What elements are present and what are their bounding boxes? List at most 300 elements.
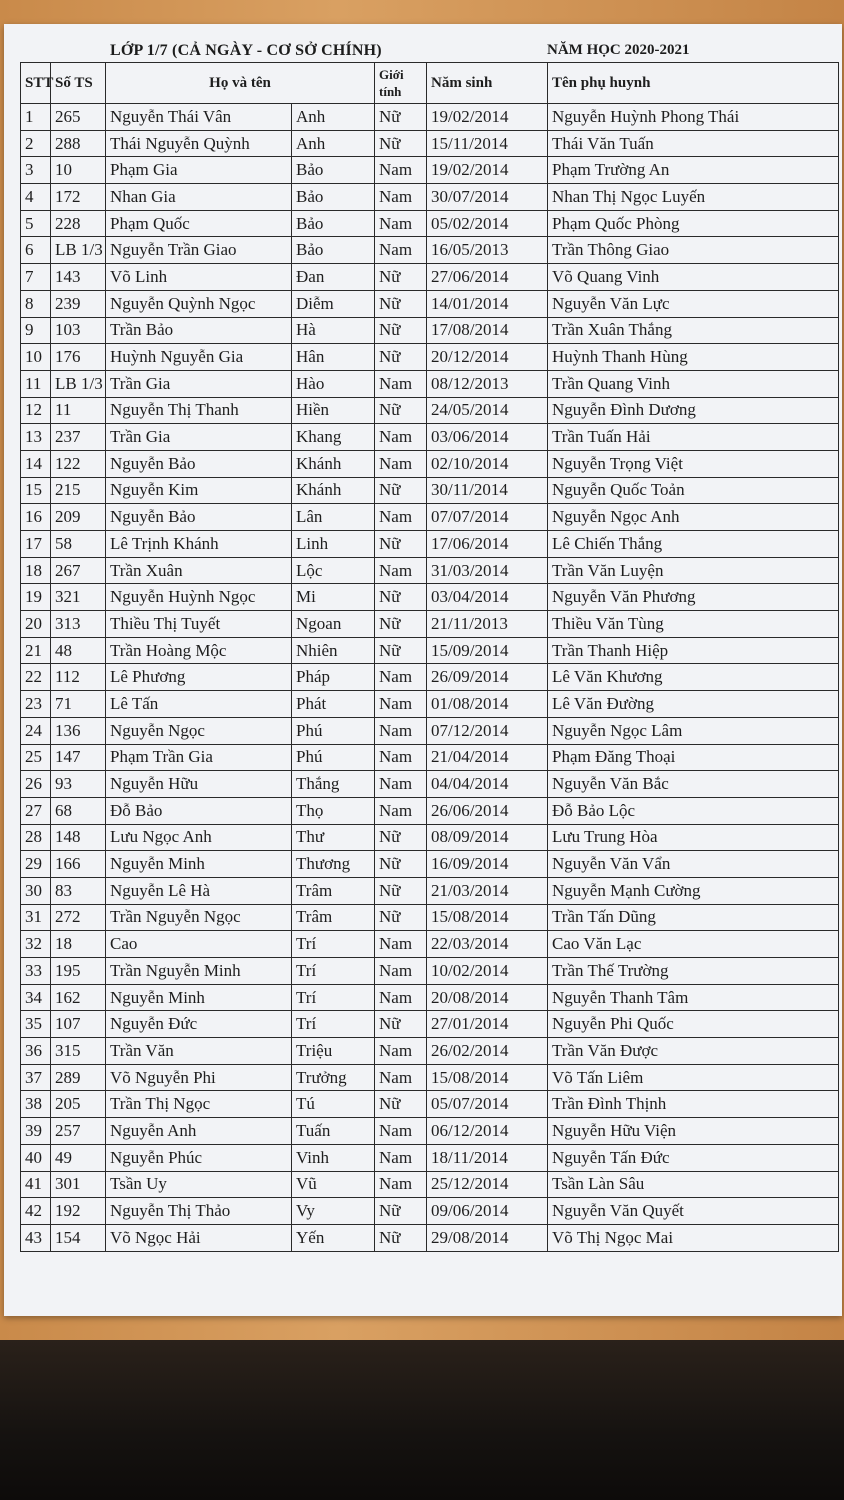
row-so-ts: 18 xyxy=(51,931,106,958)
row-stt: 39 xyxy=(21,1118,51,1145)
row-nam-sinh: 03/04/2014 xyxy=(427,584,548,611)
row-stt: 6 xyxy=(21,237,51,264)
table-row xyxy=(21,210,839,237)
row-nam-sinh: 29/08/2014 xyxy=(427,1224,548,1251)
row-ten: Bảo xyxy=(292,237,375,264)
row-so-ts: 93 xyxy=(51,771,106,798)
row-ten: Yến xyxy=(292,1224,375,1251)
row-so-ts: 10 xyxy=(51,157,106,184)
row-nam-sinh: 27/06/2014 xyxy=(427,264,548,291)
row-gioi-tinh: Nam xyxy=(375,370,427,397)
row-ten: Pháp xyxy=(292,664,375,691)
table-row xyxy=(21,477,839,504)
row-stt: 9 xyxy=(21,317,51,344)
table-row xyxy=(21,797,839,824)
row-stt: 41 xyxy=(21,1171,51,1198)
row-stt: 19 xyxy=(21,584,51,611)
row-so-ts: 103 xyxy=(51,317,106,344)
row-stt: 33 xyxy=(21,958,51,985)
table-row xyxy=(21,264,839,291)
row-gioi-tinh: Nam xyxy=(375,1144,427,1171)
row-ten: Trâm xyxy=(292,877,375,904)
row-ten-phu-huynh: Nguyễn Mạnh Cường xyxy=(548,877,839,904)
row-ten-phu-huynh: Nhan Thị Ngọc Luyến xyxy=(548,184,839,211)
row-ten-phu-huynh: Thiều Văn Tùng xyxy=(548,611,839,638)
row-nam-sinh: 20/08/2014 xyxy=(427,984,548,1011)
row-nam-sinh: 19/02/2014 xyxy=(427,104,548,131)
row-stt: 30 xyxy=(21,877,51,904)
row-so-ts: 289 xyxy=(51,1064,106,1091)
row-nam-sinh: 02/10/2014 xyxy=(427,450,548,477)
row-so-ts: 122 xyxy=(51,450,106,477)
table-row xyxy=(21,157,839,184)
row-gioi-tinh: Nam xyxy=(375,424,427,451)
row-ten: Trí xyxy=(292,958,375,985)
row-ho-ten-dem: Lê Tấn xyxy=(106,691,292,718)
row-stt: 35 xyxy=(21,1011,51,1038)
row-ten-phu-huynh: Nguyễn Tấn Đức xyxy=(548,1144,839,1171)
row-gioi-tinh: Nữ xyxy=(375,1198,427,1225)
row-ten-phu-huynh: Võ Quang Vinh xyxy=(548,264,839,291)
row-gioi-tinh: Nam xyxy=(375,771,427,798)
row-so-ts: 147 xyxy=(51,744,106,771)
row-gioi-tinh: Nữ xyxy=(375,1224,427,1251)
row-nam-sinh: 08/12/2013 xyxy=(427,370,548,397)
row-ten-phu-huynh: Nguyễn Văn Phương xyxy=(548,584,839,611)
row-so-ts: 239 xyxy=(51,290,106,317)
row-stt: 15 xyxy=(21,477,51,504)
row-ho-ten-dem: Nguyễn Lê Hà xyxy=(106,877,292,904)
row-nam-sinh: 22/03/2014 xyxy=(427,931,548,958)
row-nam-sinh: 17/06/2014 xyxy=(427,531,548,558)
row-stt: 1 xyxy=(21,104,51,131)
row-ten: Vũ xyxy=(292,1171,375,1198)
row-stt: 13 xyxy=(21,424,51,451)
table-row xyxy=(21,450,839,477)
row-ten: Tuấn xyxy=(292,1118,375,1145)
row-stt: 8 xyxy=(21,290,51,317)
table-row xyxy=(21,1011,839,1038)
row-ten-phu-huynh: Nguyễn Quốc Toản xyxy=(548,477,839,504)
row-so-ts: 288 xyxy=(51,130,106,157)
row-stt: 23 xyxy=(21,691,51,718)
table-row xyxy=(21,1144,839,1171)
row-gioi-tinh: Nam xyxy=(375,984,427,1011)
row-ten: Triệu xyxy=(292,1038,375,1065)
row-nam-sinh: 16/05/2013 xyxy=(427,237,548,264)
row-gioi-tinh: Nam xyxy=(375,797,427,824)
row-ho-ten-dem: Lê Phương xyxy=(106,664,292,691)
row-nam-sinh: 27/01/2014 xyxy=(427,1011,548,1038)
col-header-stt: STT xyxy=(21,63,51,104)
row-so-ts: 136 xyxy=(51,717,106,744)
row-so-ts: 176 xyxy=(51,344,106,371)
table-row xyxy=(21,637,839,664)
row-ten-phu-huynh: Đỗ Bảo Lộc xyxy=(548,797,839,824)
table-row xyxy=(21,931,839,958)
row-ten: Mi xyxy=(292,584,375,611)
row-nam-sinh: 21/11/2013 xyxy=(427,611,548,638)
row-ten-phu-huynh: Lưu Trung Hòa xyxy=(548,824,839,851)
row-nam-sinh: 15/08/2014 xyxy=(427,1064,548,1091)
row-ten: Vy xyxy=(292,1198,375,1225)
row-stt: 7 xyxy=(21,264,51,291)
row-ten-phu-huynh: Nguyễn Văn Vẩn xyxy=(548,851,839,878)
row-ten-phu-huynh: Nguyễn Hữu Viện xyxy=(548,1118,839,1145)
row-ten-phu-huynh: Phạm Đăng Thoại xyxy=(548,744,839,771)
row-gioi-tinh: Nữ xyxy=(375,130,427,157)
row-ten-phu-huynh: Nguyễn Phi Quốc xyxy=(548,1011,839,1038)
row-ten-phu-huynh: Nguyễn Huỳnh Phong Thái xyxy=(548,104,839,131)
row-so-ts: 215 xyxy=(51,477,106,504)
row-gioi-tinh: Nữ xyxy=(375,344,427,371)
row-ten: Phát xyxy=(292,691,375,718)
row-ten-phu-huynh: Huỳnh Thanh Hùng xyxy=(548,344,839,371)
row-stt: 29 xyxy=(21,851,51,878)
row-nam-sinh: 07/12/2014 xyxy=(427,717,548,744)
table-row xyxy=(21,184,839,211)
table-row xyxy=(21,344,839,371)
row-ten-phu-huynh: Phạm Trường An xyxy=(548,157,839,184)
row-ten-phu-huynh: Thái Văn Tuấn xyxy=(548,130,839,157)
row-gioi-tinh: Nam xyxy=(375,210,427,237)
row-ho-ten-dem: Nguyễn Bảo xyxy=(106,450,292,477)
row-ten-phu-huynh: Trần Xuân Thắng xyxy=(548,317,839,344)
row-ten: Diễm xyxy=(292,290,375,317)
background-floor xyxy=(0,1340,844,1500)
row-ten-phu-huynh: Trần Tấn Dũng xyxy=(548,904,839,931)
row-ho-ten-dem: Nguyễn Anh xyxy=(106,1118,292,1145)
row-so-ts: 58 xyxy=(51,531,106,558)
row-stt: 2 xyxy=(21,130,51,157)
row-nam-sinh: 04/04/2014 xyxy=(427,771,548,798)
col-header-ho-va-ten: Họ và tên xyxy=(106,63,375,104)
table-row xyxy=(21,877,839,904)
row-so-ts: 209 xyxy=(51,504,106,531)
row-ho-ten-dem: Nguyễn Đức xyxy=(106,1011,292,1038)
row-nam-sinh: 17/08/2014 xyxy=(427,317,548,344)
row-nam-sinh: 30/07/2014 xyxy=(427,184,548,211)
row-stt: 21 xyxy=(21,637,51,664)
row-nam-sinh: 05/07/2014 xyxy=(427,1091,548,1118)
row-ten-phu-huynh: Cao Văn Lạc xyxy=(548,931,839,958)
table-row xyxy=(21,557,839,584)
table-row xyxy=(21,1064,839,1091)
row-ho-ten-dem: Trần Gia xyxy=(106,370,292,397)
table-row xyxy=(21,1091,839,1118)
row-gioi-tinh: Nam xyxy=(375,1038,427,1065)
row-ho-ten-dem: Nguyễn Minh xyxy=(106,851,292,878)
row-so-ts: 71 xyxy=(51,691,106,718)
student-roster-table xyxy=(20,62,839,1252)
row-ten: Thư xyxy=(292,824,375,851)
row-stt: 24 xyxy=(21,717,51,744)
table-row xyxy=(21,104,839,131)
table-row xyxy=(21,1224,839,1251)
row-ten: Đan xyxy=(292,264,375,291)
row-ten: Thọ xyxy=(292,797,375,824)
row-ho-ten-dem: Huỳnh Nguyễn Gia xyxy=(106,344,292,371)
row-so-ts: 154 xyxy=(51,1224,106,1251)
row-ten: Khánh xyxy=(292,477,375,504)
row-ten-phu-huynh: Phạm Quốc Phòng xyxy=(548,210,839,237)
row-stt: 36 xyxy=(21,1038,51,1065)
row-stt: 25 xyxy=(21,744,51,771)
row-gioi-tinh: Nam xyxy=(375,237,427,264)
row-stt: 27 xyxy=(21,797,51,824)
row-ten: Hào xyxy=(292,370,375,397)
table-row xyxy=(21,424,839,451)
row-gioi-tinh: Nữ xyxy=(375,824,427,851)
row-gioi-tinh: Nữ xyxy=(375,877,427,904)
row-ten-phu-huynh: Nguyễn Văn Quyết xyxy=(548,1198,839,1225)
row-gioi-tinh: Nam xyxy=(375,1171,427,1198)
table-row xyxy=(21,397,839,424)
row-nam-sinh: 21/04/2014 xyxy=(427,744,548,771)
row-nam-sinh: 30/11/2014 xyxy=(427,477,548,504)
row-ten: Khánh xyxy=(292,450,375,477)
row-stt: 42 xyxy=(21,1198,51,1225)
row-stt: 18 xyxy=(21,557,51,584)
row-ten: Trưởng xyxy=(292,1064,375,1091)
row-nam-sinh: 15/09/2014 xyxy=(427,637,548,664)
row-ten: Lộc xyxy=(292,557,375,584)
row-ten: Ngoan xyxy=(292,611,375,638)
row-ho-ten-dem: Nguyễn Bảo xyxy=(106,504,292,531)
row-ho-ten-dem: Nhan Gia xyxy=(106,184,292,211)
table-row xyxy=(21,611,839,638)
row-ho-ten-dem: Trần Nguyễn Ngọc xyxy=(106,904,292,931)
row-ten-phu-huynh: Võ Tấn Liêm xyxy=(548,1064,839,1091)
row-ho-ten-dem: Trần Nguyễn Minh xyxy=(106,958,292,985)
row-gioi-tinh: Nữ xyxy=(375,584,427,611)
row-so-ts: 166 xyxy=(51,851,106,878)
row-ten: Thắng xyxy=(292,771,375,798)
row-ho-ten-dem: Trần Xuân xyxy=(106,557,292,584)
row-ten: Bảo xyxy=(292,157,375,184)
row-ten-phu-huynh: Nguyễn Ngọc Lâm xyxy=(548,717,839,744)
row-nam-sinh: 26/09/2014 xyxy=(427,664,548,691)
row-ten-phu-huynh: Trần Quang Vinh xyxy=(548,370,839,397)
row-gioi-tinh: Nữ xyxy=(375,477,427,504)
row-gioi-tinh: Nam xyxy=(375,931,427,958)
row-stt: 38 xyxy=(21,1091,51,1118)
table-row xyxy=(21,531,839,558)
row-ten: Anh xyxy=(292,104,375,131)
table-row xyxy=(21,317,839,344)
table-row xyxy=(21,1198,839,1225)
row-gioi-tinh: Nữ xyxy=(375,317,427,344)
row-nam-sinh: 26/06/2014 xyxy=(427,797,548,824)
table-row xyxy=(21,1118,839,1145)
row-so-ts: LB 1/3 xyxy=(51,237,106,264)
row-ho-ten-dem: Võ Linh xyxy=(106,264,292,291)
row-stt: 43 xyxy=(21,1224,51,1251)
table-row xyxy=(21,984,839,1011)
row-gioi-tinh: Nữ xyxy=(375,611,427,638)
row-ho-ten-dem: Thái Nguyễn Quỳnh xyxy=(106,130,292,157)
row-so-ts: 172 xyxy=(51,184,106,211)
table-row xyxy=(21,1171,839,1198)
row-nam-sinh: 18/11/2014 xyxy=(427,1144,548,1171)
row-nam-sinh: 03/06/2014 xyxy=(427,424,548,451)
row-nam-sinh: 14/01/2014 xyxy=(427,290,548,317)
row-ho-ten-dem: Đỗ Bảo xyxy=(106,797,292,824)
row-gioi-tinh: Nữ xyxy=(375,531,427,558)
row-ten-phu-huynh: Nguyễn Đình Dương xyxy=(548,397,839,424)
row-nam-sinh: 15/08/2014 xyxy=(427,904,548,931)
row-gioi-tinh: Nữ xyxy=(375,1091,427,1118)
row-nam-sinh: 24/05/2014 xyxy=(427,397,548,424)
row-ten-phu-huynh: Lê Văn Khương xyxy=(548,664,839,691)
row-nam-sinh: 06/12/2014 xyxy=(427,1118,548,1145)
school-year: NĂM HỌC 2020-2021 xyxy=(547,42,690,58)
row-stt: 4 xyxy=(21,184,51,211)
row-so-ts: 49 xyxy=(51,1144,106,1171)
row-nam-sinh: 19/02/2014 xyxy=(427,157,548,184)
row-so-ts: 83 xyxy=(51,877,106,904)
row-stt: 12 xyxy=(21,397,51,424)
row-ten: Trâm xyxy=(292,904,375,931)
row-ho-ten-dem: Nguyễn Hữu xyxy=(106,771,292,798)
row-gioi-tinh: Nữ xyxy=(375,637,427,664)
row-ten: Trí xyxy=(292,1011,375,1038)
table-row xyxy=(21,130,839,157)
table-row xyxy=(21,958,839,985)
row-ten: Thương xyxy=(292,851,375,878)
table-row xyxy=(21,851,839,878)
row-so-ts: 265 xyxy=(51,104,106,131)
row-gioi-tinh: Nữ xyxy=(375,104,427,131)
row-ten: Bảo xyxy=(292,184,375,211)
row-stt: 17 xyxy=(21,531,51,558)
col-header-nam-sinh: Năm sinh xyxy=(427,63,548,104)
row-nam-sinh: 20/12/2014 xyxy=(427,344,548,371)
row-gioi-tinh: Nam xyxy=(375,1064,427,1091)
row-gioi-tinh: Nữ xyxy=(375,851,427,878)
row-ten: Tú xyxy=(292,1091,375,1118)
row-ten-phu-huynh: Nguyễn Thanh Tâm xyxy=(548,984,839,1011)
row-ten-phu-huynh: Nguyễn Văn Bắc xyxy=(548,771,839,798)
row-so-ts: 195 xyxy=(51,958,106,985)
row-gioi-tinh: Nam xyxy=(375,450,427,477)
row-ten-phu-huynh: Trần Văn Được xyxy=(548,1038,839,1065)
row-so-ts: 267 xyxy=(51,557,106,584)
row-ho-ten-dem: Phạm Trần Gia xyxy=(106,744,292,771)
row-nam-sinh: 25/12/2014 xyxy=(427,1171,548,1198)
row-stt: 37 xyxy=(21,1064,51,1091)
row-nam-sinh: 31/03/2014 xyxy=(427,557,548,584)
row-stt: 10 xyxy=(21,344,51,371)
row-ho-ten-dem: Nguyễn Phúc xyxy=(106,1144,292,1171)
row-so-ts: 107 xyxy=(51,1011,106,1038)
row-ho-ten-dem: Nguyễn Ngọc xyxy=(106,717,292,744)
row-so-ts: LB 1/3 xyxy=(51,370,106,397)
col-header-gioi-tinh: Giới tính xyxy=(375,63,427,104)
row-ho-ten-dem: Nguyễn Huỳnh Ngọc xyxy=(106,584,292,611)
row-ten: Phú xyxy=(292,744,375,771)
row-ten: Nhiên xyxy=(292,637,375,664)
row-ten-phu-huynh: Nguyễn Văn Lực xyxy=(548,290,839,317)
row-ho-ten-dem: Nguyễn Quỳnh Ngọc xyxy=(106,290,292,317)
row-gioi-tinh: Nữ xyxy=(375,264,427,291)
row-stt: 5 xyxy=(21,210,51,237)
row-ten: Anh xyxy=(292,130,375,157)
row-gioi-tinh: Nam xyxy=(375,157,427,184)
row-stt: 26 xyxy=(21,771,51,798)
row-gioi-tinh: Nam xyxy=(375,691,427,718)
row-nam-sinh: 15/11/2014 xyxy=(427,130,548,157)
row-stt: 11 xyxy=(21,370,51,397)
class-title: LỚP 1/7 (CẢ NGÀY - CƠ SỞ CHÍNH) xyxy=(110,42,382,59)
table-body xyxy=(21,104,839,1252)
row-gioi-tinh: Nữ xyxy=(375,904,427,931)
row-so-ts: 228 xyxy=(51,210,106,237)
row-ho-ten-dem: Phạm Quốc xyxy=(106,210,292,237)
table-row xyxy=(21,237,839,264)
row-stt: 32 xyxy=(21,931,51,958)
row-ten-phu-huynh: Nguyễn Trọng Việt xyxy=(548,450,839,477)
col-header-so-ts: Số TS xyxy=(51,63,106,104)
table-row xyxy=(21,717,839,744)
row-ho-ten-dem: Phạm Gia xyxy=(106,157,292,184)
row-ten-phu-huynh: Võ Thị Ngọc Mai xyxy=(548,1224,839,1251)
row-gioi-tinh: Nam xyxy=(375,664,427,691)
row-ho-ten-dem: Trần Bảo xyxy=(106,317,292,344)
row-stt: 34 xyxy=(21,984,51,1011)
row-ten: Phú xyxy=(292,717,375,744)
row-so-ts: 148 xyxy=(51,824,106,851)
row-nam-sinh: 08/09/2014 xyxy=(427,824,548,851)
row-nam-sinh: 21/03/2014 xyxy=(427,877,548,904)
row-ten-phu-huynh: Trần Thanh Hiệp xyxy=(548,637,839,664)
table-row xyxy=(21,664,839,691)
row-gioi-tinh: Nam xyxy=(375,1118,427,1145)
row-ho-ten-dem: Thiều Thị Tuyết xyxy=(106,611,292,638)
row-ten-phu-huynh: Trần Tuấn Hải xyxy=(548,424,839,451)
row-so-ts: 162 xyxy=(51,984,106,1011)
row-ten-phu-huynh: Trần Văn Luyện xyxy=(548,557,839,584)
table-row xyxy=(21,771,839,798)
row-ten: Linh xyxy=(292,531,375,558)
row-so-ts: 48 xyxy=(51,637,106,664)
row-ho-ten-dem: Nguyễn Minh xyxy=(106,984,292,1011)
row-ho-ten-dem: Nguyễn Trần Giao xyxy=(106,237,292,264)
row-gioi-tinh: Nam xyxy=(375,744,427,771)
table-row xyxy=(21,584,839,611)
row-nam-sinh: 05/02/2014 xyxy=(427,210,548,237)
row-ten: Khang xyxy=(292,424,375,451)
row-gioi-tinh: Nam xyxy=(375,184,427,211)
row-ten: Vinh xyxy=(292,1144,375,1171)
table-row xyxy=(21,691,839,718)
row-so-ts: 143 xyxy=(51,264,106,291)
row-nam-sinh: 09/06/2014 xyxy=(427,1198,548,1225)
row-ten: Hiền xyxy=(292,397,375,424)
row-stt: 3 xyxy=(21,157,51,184)
row-ho-ten-dem: Lưu Ngọc Anh xyxy=(106,824,292,851)
row-ten-phu-huynh: Lê Văn Đường xyxy=(548,691,839,718)
row-nam-sinh: 26/02/2014 xyxy=(427,1038,548,1065)
table-row xyxy=(21,824,839,851)
row-ten-phu-huynh: Trần Thông Giao xyxy=(548,237,839,264)
row-ten-phu-huynh: Nguyễn Ngọc Anh xyxy=(548,504,839,531)
row-so-ts: 313 xyxy=(51,611,106,638)
row-gioi-tinh: Nữ xyxy=(375,397,427,424)
row-ten: Bảo xyxy=(292,210,375,237)
row-ten: Hân xyxy=(292,344,375,371)
row-nam-sinh: 10/02/2014 xyxy=(427,958,548,985)
